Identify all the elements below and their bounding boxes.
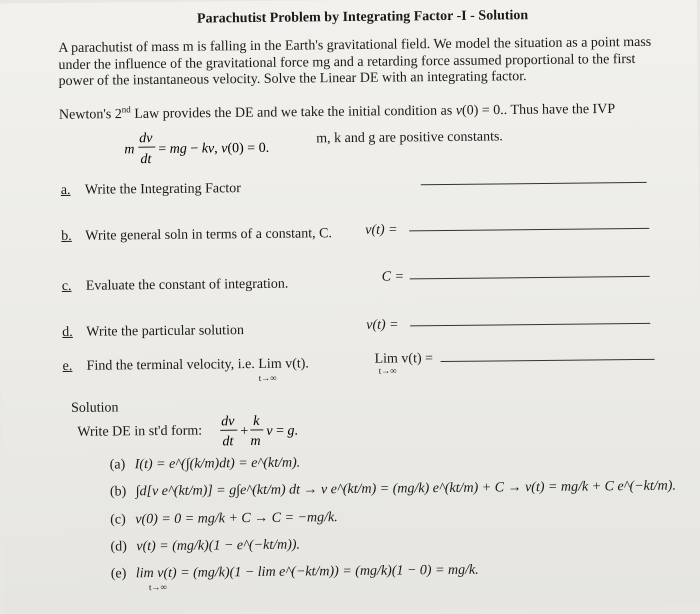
question-c	[0, 0, 697, 4]
solution-step-b	[110, 479, 676, 501]
step-text: lim v(t) = (mg/k)(1 − lim e^(−kt/m)) = (mg/k)(1 − 0) = mg/k.	[136, 563, 479, 582]
ivp-equation	[0, 0, 697, 4]
ivp-math	[124, 123, 314, 169]
question-text: Write the particular solution	[86, 323, 244, 341]
answer-line-a[interactable]	[421, 182, 647, 185]
svg-text:m: m	[250, 434, 260, 449]
answer-line-c[interactable]	[410, 276, 650, 280]
question-text: Write general soln in terms of a constant, C.	[85, 226, 332, 245]
step-text: v(t) = (mg/k)(1 − e^(−kt/m)).	[136, 538, 300, 555]
question-letter: c.	[62, 279, 72, 295]
question-a	[0, 0, 697, 4]
solution-step-d	[110, 538, 300, 556]
svg-text:dt: dt	[222, 434, 234, 449]
svg-text:dv: dv	[139, 131, 153, 146]
svg-text:v = g.: v = g.	[266, 424, 298, 439]
step-label: (b)	[110, 484, 126, 499]
limit-subscript-answer: t→∞	[379, 366, 397, 376]
answer-line-b[interactable]	[409, 228, 649, 232]
step-label: (a)	[110, 457, 126, 472]
question-letter: e.	[63, 359, 73, 375]
step-text: ∫d[v e^(kt/m)] = g∫e^(kt/m) dt → v e^(kt/m) = (mg/k) e^(kt/m) + C → v(t) = mg/k + C e^(−kt/m).	[136, 479, 676, 500]
answer-label-e: Lim v(t) =	[374, 351, 433, 368]
question-b	[0, 0, 697, 4]
solution-heading: Solution	[71, 400, 119, 416]
step-label: (c)	[110, 512, 126, 527]
page-title: Parachutist Problem by Integrating Factor -I - Solution	[197, 8, 528, 27]
question-e	[0, 0, 697, 4]
step-text: I(t) = e^(∫(k/m)dt) = e^(kt/m).	[135, 456, 301, 473]
answer-label-c: C =	[382, 269, 404, 285]
limit-subscript: t→∞	[259, 373, 277, 383]
question-text: Write the Integrating Factor	[85, 181, 241, 199]
question-text: Evaluate the constant of integration.	[86, 277, 289, 295]
question-text: Find the terminal velocity, i.e. Lim v(t).	[87, 356, 309, 374]
solution-intro: Write DE in st'd form:	[77, 424, 202, 441]
svg-text:m: m	[124, 142, 134, 157]
svg-text:dv: dv	[221, 414, 235, 429]
svg-text:k: k	[253, 414, 260, 429]
std-form-math	[219, 410, 309, 453]
ivp-note: m, k and g are positive constants.	[316, 129, 503, 147]
step-label: (e)	[111, 566, 127, 581]
newton-line: Newton's 2nd Law provides the DE and we take the initial condition as v(0) = 0.. Thus have the IVP	[59, 96, 679, 125]
svg-text:dt: dt	[140, 152, 152, 167]
limit-subscript-step-e: t→∞	[149, 582, 167, 592]
svg-text:= mg − kv, v(0) = 0.: = mg − kv, v(0) = 0.	[158, 141, 269, 157]
question-letter: a.	[61, 183, 71, 199]
solution-step-a	[110, 456, 301, 474]
question-d	[0, 0, 697, 4]
intro-paragraph: A parachutist of mass m is falling in the Earth's gravitational field. We model the situation as a point mass under the influence of the gravitational force mg and a retarding force assumed proportional to the first power of the instantaneous velocity. Solve the Linear DE with an integrating factor.	[58, 35, 658, 91]
step-text: v(0) = 0 = mg/k + C → C = −mg/k.	[135, 510, 338, 527]
answer-line-d[interactable]	[410, 323, 650, 327]
answer-line-e[interactable]	[441, 359, 655, 362]
solution-step-e	[111, 563, 479, 583]
svg-text:+: +	[240, 424, 248, 439]
question-letter: d.	[62, 325, 73, 341]
step-label: (d)	[110, 539, 126, 554]
answer-label-b: v(t) =	[365, 222, 398, 238]
question-letter: b.	[61, 229, 72, 245]
solution-step-c	[110, 510, 338, 528]
answer-label-d: v(t) =	[366, 317, 399, 333]
